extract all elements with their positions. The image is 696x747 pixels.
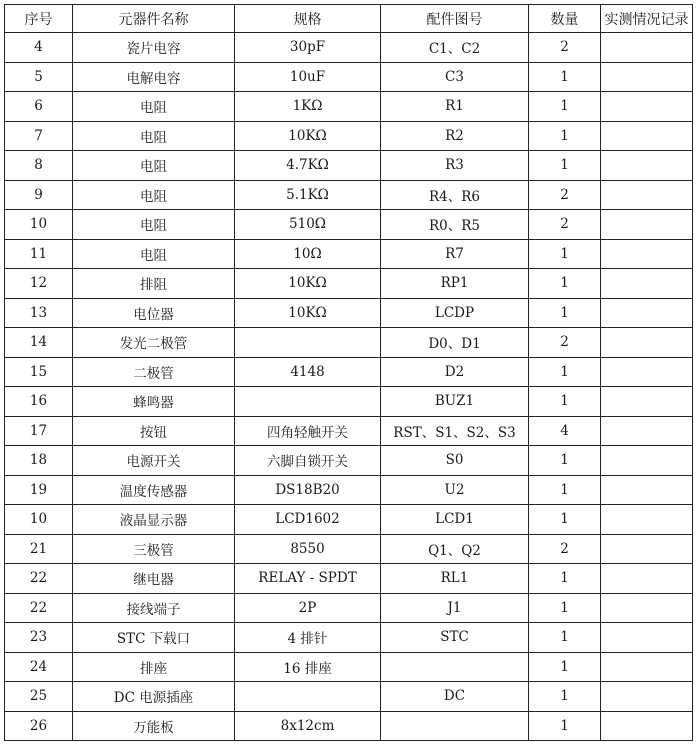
cell-specification: 10KΩ [235,298,381,328]
cell-component-name: 电阻 [73,92,235,122]
cell-part-reference: BUZ1 [381,387,529,417]
cell-part-reference: R7 [381,239,529,269]
cell-serial-number: 16 [5,387,73,417]
cell-serial-number: 11 [5,239,73,269]
cell-specification: 10uF [235,62,381,92]
header-serial-number: 序号 [5,5,73,33]
cell-serial-number: 9 [5,180,73,210]
table-row [5,711,693,741]
header-part-reference: 配件图号 [381,5,529,33]
cell-quantity: 2 [529,180,601,210]
cell-quantity: 1 [529,92,601,122]
cell-serial-number: 17 [5,416,73,446]
cell-component-name: 电阻 [73,210,235,240]
cell-specification: 5.1KΩ [235,180,381,210]
cell-quantity: 1 [529,505,601,535]
cell-serial-number: 12 [5,269,73,299]
cell-specification: 8x12cm [235,711,381,741]
cell-quantity: 2 [529,210,601,240]
cell-serial-number: 18 [5,446,73,476]
cell-part-reference [381,652,529,682]
cell-quantity: 1 [529,151,601,181]
table-body [5,33,693,741]
cell-measurement-record [601,623,693,653]
cell-quantity: 1 [529,475,601,505]
cell-component-name: STC 下载口 [73,623,235,653]
table-row [5,180,693,210]
cell-quantity: 1 [529,298,601,328]
cell-quantity: 1 [529,62,601,92]
cell-part-reference: RP1 [381,269,529,299]
cell-quantity: 1 [529,682,601,712]
cell-measurement-record [601,92,693,122]
cell-part-reference: DC [381,682,529,712]
table-row [5,446,693,476]
cell-quantity: 1 [529,387,601,417]
cell-component-name: 瓷片电容 [73,33,235,63]
table-row [5,151,693,181]
cell-serial-number: 22 [5,564,73,594]
cell-part-reference: LCDP [381,298,529,328]
header-component-name: 元器件名称 [73,5,235,33]
cell-serial-number: 5 [5,62,73,92]
table-row [5,652,693,682]
cell-serial-number: 25 [5,682,73,712]
cell-measurement-record [601,475,693,505]
cell-part-reference: Q1、Q2 [381,534,529,564]
header-measurement-record: 实测情况记录 [601,5,693,33]
cell-component-name: 电阻 [73,180,235,210]
table-row [5,92,693,122]
cell-component-name: 按钮 [73,416,235,446]
cell-quantity: 1 [529,564,601,594]
table-row [5,62,693,92]
table-row [5,210,693,240]
cell-measurement-record [601,652,693,682]
table-row [5,505,693,535]
cell-part-reference: J1 [381,593,529,623]
cell-part-reference: R3 [381,151,529,181]
cell-measurement-record [601,180,693,210]
cell-component-name: 继电器 [73,564,235,594]
table-row [5,298,693,328]
cell-specification: 2P [235,593,381,623]
cell-component-name: 电阻 [73,151,235,181]
table-row [5,593,693,623]
cell-serial-number: 14 [5,328,73,358]
cell-specification: 10KΩ [235,269,381,299]
cell-serial-number: 24 [5,652,73,682]
cell-specification: 1KΩ [235,92,381,122]
table-row [5,269,693,299]
cell-quantity: 1 [529,593,601,623]
table-row [5,534,693,564]
cell-quantity: 1 [529,446,601,476]
cell-part-reference: R1 [381,92,529,122]
table-row [5,564,693,594]
cell-measurement-record [601,121,693,151]
cell-serial-number: 7 [5,121,73,151]
cell-quantity: 1 [529,623,601,653]
cell-measurement-record [601,239,693,269]
cell-component-name: 发光二极管 [73,328,235,358]
cell-measurement-record [601,682,693,712]
cell-serial-number: 15 [5,357,73,387]
cell-serial-number: 10 [5,210,73,240]
cell-measurement-record [601,564,693,594]
cell-part-reference: U2 [381,475,529,505]
table-row [5,416,693,446]
cell-measurement-record [601,33,693,63]
cell-quantity: 2 [529,534,601,564]
cell-serial-number: 22 [5,593,73,623]
cell-measurement-record [601,446,693,476]
cell-specification [235,682,381,712]
parts-list-table [4,4,693,741]
cell-quantity: 1 [529,239,601,269]
cell-quantity: 2 [529,33,601,63]
table-row [5,475,693,505]
cell-part-reference: D2 [381,357,529,387]
cell-specification [235,387,381,417]
header-row [5,5,693,33]
cell-component-name: 万能板 [73,711,235,741]
cell-component-name: 三极管 [73,534,235,564]
table-row [5,33,693,63]
cell-measurement-record [601,505,693,535]
cell-part-reference: D0、D1 [381,328,529,358]
cell-part-reference: STC [381,623,529,653]
cell-specification: RELAY - SPDT [235,564,381,594]
cell-measurement-record [601,269,693,299]
table-row [5,387,693,417]
cell-serial-number: 13 [5,298,73,328]
cell-component-name: 排阻 [73,269,235,299]
cell-serial-number: 10 [5,505,73,535]
cell-specification: 10KΩ [235,121,381,151]
header-quantity: 数量 [529,5,601,33]
table-row [5,239,693,269]
cell-specification: 10Ω [235,239,381,269]
cell-specification: DS18B20 [235,475,381,505]
cell-component-name: 蜂鸣器 [73,387,235,417]
cell-component-name: 电位器 [73,298,235,328]
parts-list-sheet [4,4,692,741]
cell-measurement-record [601,151,693,181]
table-row [5,328,693,358]
cell-measurement-record [601,357,693,387]
cell-quantity: 1 [529,121,601,151]
cell-part-reference: R4、R6 [381,180,529,210]
cell-serial-number: 4 [5,33,73,63]
cell-specification: 16 排座 [235,652,381,682]
table-header [5,5,693,33]
cell-component-name: 电解电容 [73,62,235,92]
cell-quantity: 2 [529,328,601,358]
table-row [5,357,693,387]
cell-part-reference: R0、R5 [381,210,529,240]
cell-part-reference: S0 [381,446,529,476]
cell-specification: 4148 [235,357,381,387]
table-row [5,623,693,653]
cell-serial-number: 21 [5,534,73,564]
cell-measurement-record [601,416,693,446]
cell-specification: 510Ω [235,210,381,240]
cell-serial-number: 6 [5,92,73,122]
cell-measurement-record [601,62,693,92]
cell-quantity: 1 [529,269,601,299]
cell-quantity: 4 [529,416,601,446]
cell-specification [235,328,381,358]
cell-part-reference: LCD1 [381,505,529,535]
cell-specification: 六脚自锁开关 [235,446,381,476]
cell-specification: 4.7KΩ [235,151,381,181]
cell-component-name: 温度传感器 [73,475,235,505]
cell-component-name: 二极管 [73,357,235,387]
cell-measurement-record [601,593,693,623]
cell-measurement-record [601,711,693,741]
header-specification: 规格 [235,5,381,33]
cell-part-reference: R2 [381,121,529,151]
cell-serial-number: 26 [5,711,73,741]
cell-part-reference: RST、S1、S2、S3 [381,416,529,446]
cell-component-name: 电阻 [73,239,235,269]
cell-serial-number: 19 [5,475,73,505]
cell-specification: 四角轻触开关 [235,416,381,446]
cell-quantity: 1 [529,711,601,741]
cell-component-name: 电源开关 [73,446,235,476]
cell-component-name: 电阻 [73,121,235,151]
cell-measurement-record [601,210,693,240]
cell-specification: 30pF [235,33,381,63]
cell-component-name: 排座 [73,652,235,682]
cell-measurement-record [601,328,693,358]
cell-component-name: DC 电源插座 [73,682,235,712]
cell-part-reference [381,711,529,741]
cell-part-reference: RL1 [381,564,529,594]
cell-measurement-record [601,387,693,417]
cell-quantity: 1 [529,652,601,682]
cell-quantity: 1 [529,357,601,387]
cell-part-reference: C3 [381,62,529,92]
cell-serial-number: 23 [5,623,73,653]
cell-measurement-record [601,298,693,328]
cell-specification: LCD1602 [235,505,381,535]
table-row [5,121,693,151]
table-row [5,682,693,712]
cell-specification: 4 排针 [235,623,381,653]
cell-serial-number: 8 [5,151,73,181]
cell-specification: 8550 [235,534,381,564]
cell-part-reference: C1、C2 [381,33,529,63]
cell-measurement-record [601,534,693,564]
cell-component-name: 液晶显示器 [73,505,235,535]
cell-component-name: 接线端子 [73,593,235,623]
